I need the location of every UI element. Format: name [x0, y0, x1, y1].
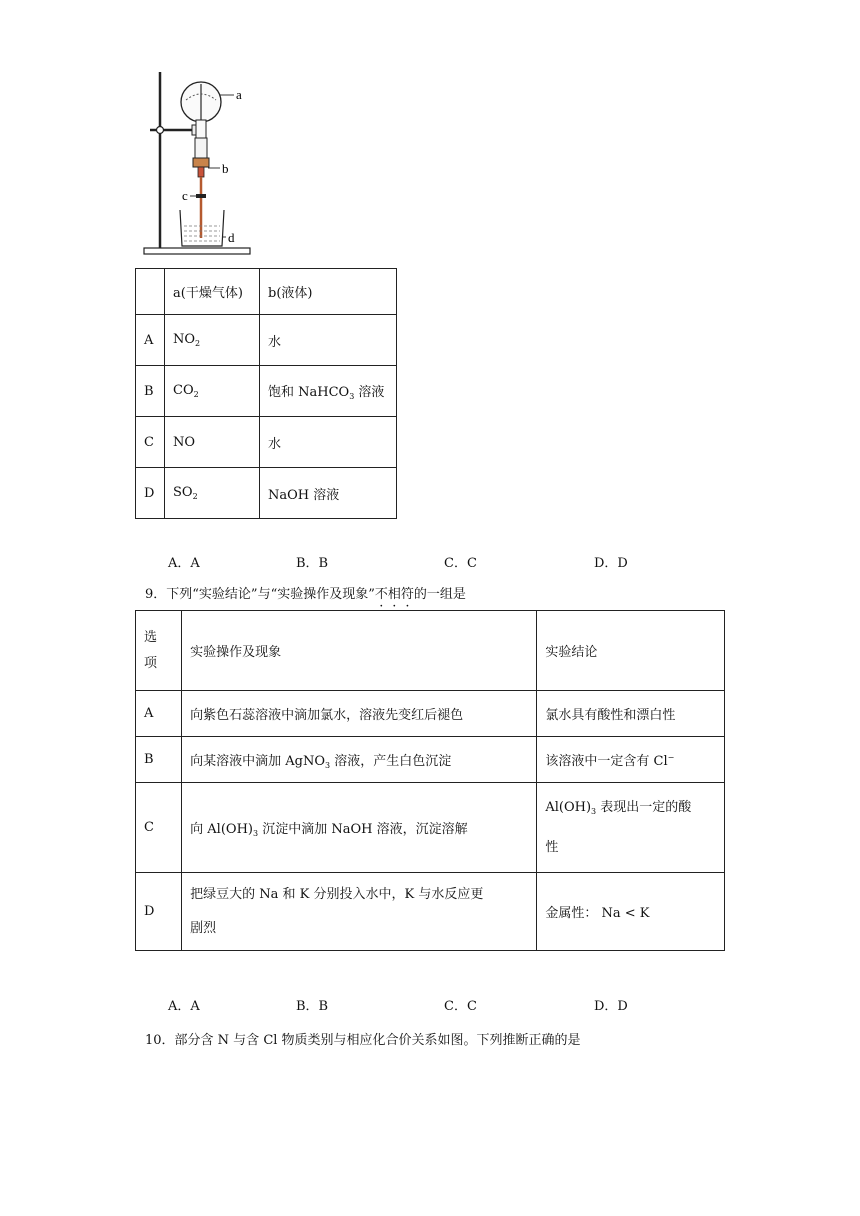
row-conclusion: $Al(OH)_3$ 表现出一定的酸 性	[537, 783, 725, 873]
label-a: a	[236, 87, 242, 102]
table-row	[136, 691, 725, 737]
table-row	[136, 737, 725, 783]
choice-d[interactable]: D．D	[594, 999, 628, 1014]
table-header-row	[136, 269, 397, 315]
row-gas: $SO_2$	[165, 468, 260, 519]
stand-base	[144, 248, 250, 254]
row-option: D	[136, 873, 182, 951]
choice-d[interactable]: D．D	[594, 556, 628, 571]
gas-liquid-table	[135, 268, 397, 519]
row-option: C	[136, 783, 182, 873]
choice-c[interactable]: C．C	[444, 556, 477, 571]
table-row	[136, 366, 397, 417]
row-operation: 向紫色石蕊溶液中滴加氯水，溶液先变红后褪色	[182, 691, 537, 737]
row-option: B	[136, 366, 165, 417]
choice-a[interactable]: A．A	[168, 556, 200, 571]
question-10: 10．部分含 N 与含 Cl 物质类别与相应化合价关系如图。下列推断正确的是	[145, 1033, 581, 1048]
row-operation: 向 $Al(OH)_3$ 沉淀中滴加 NaOH 溶液，沉淀溶解	[182, 783, 537, 873]
header-operation: 实验操作及现象	[182, 611, 537, 691]
table-row	[136, 468, 397, 519]
header-liquid: b(液体)	[260, 269, 397, 315]
row-conclusion: 氯水具有酸性和漂白性	[537, 691, 725, 737]
table-row	[136, 783, 725, 873]
table-row	[136, 873, 725, 951]
choice-b[interactable]: B．B	[296, 999, 329, 1014]
header-option: 选 项	[136, 611, 182, 691]
table-header-row	[136, 611, 725, 691]
row-conclusion: 金属性： Na < K	[537, 873, 725, 951]
row-option: A	[136, 315, 165, 366]
question-9: 9．下列“实验结论”与“实验操作及现象”不相符的一组是	[145, 587, 466, 602]
row-option: A	[136, 691, 182, 737]
row-operation: 向某溶液中滴加 AgNO$_3$ 溶液，产生白色沉淀	[182, 737, 537, 783]
label-c: c	[182, 188, 188, 203]
label-b: b	[222, 161, 229, 176]
row-option: D	[136, 468, 165, 519]
row-gas: NO	[165, 417, 260, 468]
choice-b[interactable]: B．B	[296, 556, 329, 571]
row-gas: $CO_2$	[165, 366, 260, 417]
row-liquid: NaOH 溶液	[260, 468, 397, 519]
fountain-apparatus-figure	[140, 70, 270, 260]
header-blank	[136, 269, 165, 315]
row-operation: 把绿豆大的 Na 和 K 分别投入水中，K 与水反应更 剧烈	[182, 873, 537, 951]
row-option: C	[136, 417, 165, 468]
row-option: B	[136, 737, 182, 783]
row-liquid: 水	[260, 417, 397, 468]
row-gas: $NO_2$	[165, 315, 260, 366]
rubber-stopper	[193, 158, 209, 167]
row-liquid: 水	[260, 315, 397, 366]
answer-choices	[0, 552, 860, 570]
experiment-table	[135, 610, 725, 951]
header-conclusion: 实验结论	[537, 611, 725, 691]
answer-choices	[0, 995, 860, 1013]
row-conclusion: 该溶液中一定含有 Cl−	[537, 737, 725, 783]
header-gas: a(干燥气体)	[165, 269, 260, 315]
table-row	[136, 417, 397, 468]
label-d: d	[228, 230, 235, 245]
table-row	[136, 315, 397, 366]
choice-c[interactable]: C．C	[444, 999, 477, 1014]
choice-a[interactable]: A．A	[168, 999, 200, 1014]
row-liquid: 饱和 NaHCO$_3$ 溶液	[260, 366, 397, 417]
